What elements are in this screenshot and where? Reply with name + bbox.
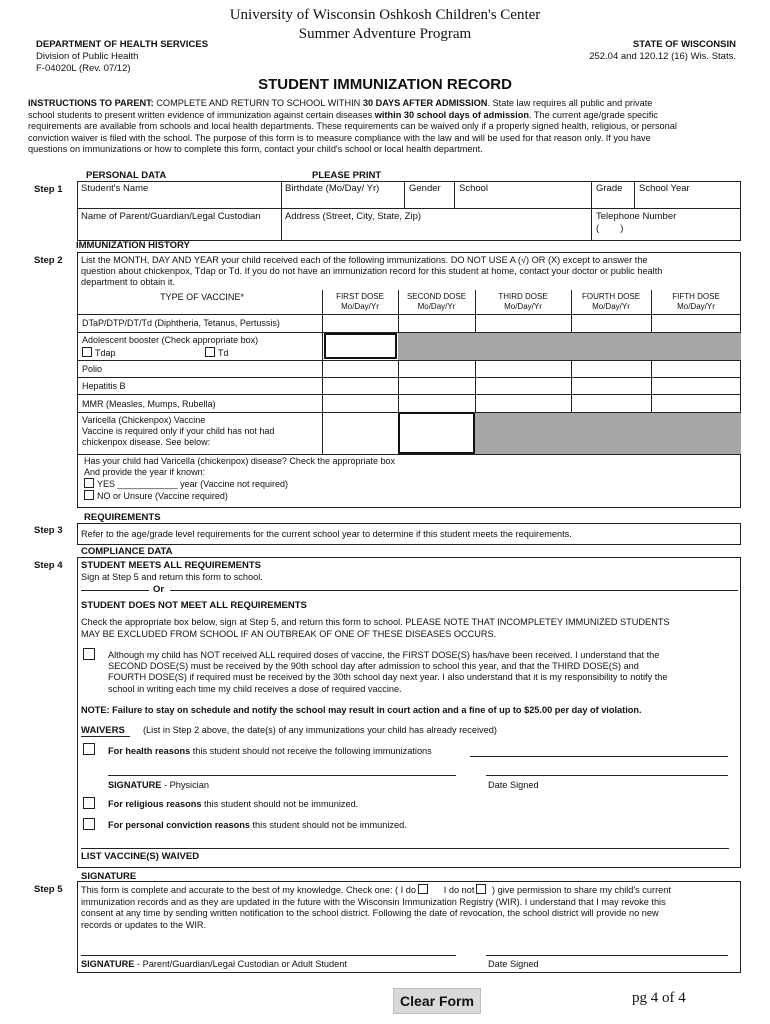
step-3-label: Step 3 — [34, 525, 63, 536]
consent-line-1 — [81, 884, 739, 897]
state-name: STATE OF WISCONSIN — [632, 39, 736, 50]
health-reasons-rest: this student should not receive the following immunizations — [190, 746, 432, 756]
instructions-l2c: . The current age/grade specific — [528, 109, 658, 120]
waivers-heading: WAIVERS — [81, 725, 125, 736]
physician-date-field[interactable] — [486, 775, 728, 776]
col-first-dose — [322, 292, 398, 312]
religious-reasons-text — [108, 799, 358, 809]
form-title: STUDENT IMMUNIZATION RECORD — [258, 76, 512, 93]
program-title-line1: University of Wisconsin Oshkosh Children's Center — [229, 7, 541, 23]
health-reasons-bold: For health reasons — [108, 746, 191, 756]
instructions — [28, 98, 748, 156]
td-label: Td — [218, 348, 229, 358]
physician-sig-rest: - Physician — [161, 780, 209, 790]
chickenpox-no-label: NO or Unsure (Vaccine required) — [97, 491, 228, 501]
personal-conviction-checkbox[interactable] — [83, 818, 95, 830]
physician-signature-label — [108, 780, 209, 790]
instructions-l2b: within 30 school days of admission — [374, 109, 529, 120]
not-meet-requirements: STUDENT DOES NOT MEET ALL REQUIREMENTS — [81, 600, 307, 611]
chickenpox-yes-label: YES — [97, 479, 116, 489]
adolescent-first-dose-box[interactable] — [324, 333, 397, 359]
physician-signature-field[interactable] — [108, 775, 456, 776]
chickenpox-no-checkbox[interactable] — [84, 490, 94, 500]
fourth-dose-unit: Mo/Day/Yr — [592, 302, 630, 311]
fifth-dose-unit: Mo/Day/Yr — [677, 302, 715, 311]
step-5-label: Step 5 — [34, 884, 63, 895]
or-divider: Or — [153, 584, 165, 595]
although-checkbox[interactable] — [83, 648, 95, 660]
history-intro — [81, 255, 737, 288]
instructions-l1: . State law requires all public and private — [487, 98, 653, 108]
second-dose-label: SECOND DOSE — [406, 292, 467, 301]
chickenpox-yes-checkbox[interactable] — [84, 478, 94, 488]
parent-sig-rest: - Parent/Guardian/Legal Custodian or Adult Student — [134, 959, 347, 969]
col-type-of-vaccine: TYPE OF VACCINE* — [160, 292, 244, 302]
although-line-4: school in writing each time my child receives a dose of required vaccine. — [108, 683, 402, 694]
grade-field[interactable]: Grade — [596, 183, 623, 194]
parent-name-field[interactable]: Name of Parent/Guardian/Legal Custodian — [81, 211, 261, 222]
history-intro-1: List the MONTH, DAY AND YEAR your child received each of the following immunizations. DO NOT USE A (√) OR (X) except to answer the — [81, 255, 648, 265]
health-immunizations-field[interactable] — [470, 756, 728, 757]
birthdate-field[interactable]: Birthdate (Mo/Day/ Yr) — [285, 183, 380, 194]
step-4-label: Step 4 — [34, 560, 63, 571]
please-print: PLEASE PRINT — [312, 170, 382, 181]
consent-line-4: records or updates to the WIR. — [81, 919, 207, 930]
religious-rest: this student should not be immunized. — [201, 799, 359, 809]
tdap-label: Tdap — [95, 348, 116, 358]
meets-sub: Sign at Step 5 and return this form to school. — [81, 572, 263, 582]
history-intro-3: department to obtain it. — [81, 277, 175, 287]
row-mmr: MMR (Measles, Mumps, Rubella) — [82, 399, 216, 409]
personal-data-heading: PERSONAL DATA — [86, 170, 167, 181]
although-line-3: FOURTH DOSE(S) if required must be received by the 30th school day next year. I also understand that it is my responsibility to notify the — [108, 672, 668, 683]
row-polio: Polio — [82, 364, 103, 374]
signature-heading: SIGNATURE — [81, 871, 137, 882]
meets-requirements: STUDENT MEETS ALL REQUIREMENTS — [81, 560, 261, 571]
tdap-option[interactable] — [82, 347, 116, 359]
parent-date-label: Date Signed — [488, 959, 539, 969]
religious-reasons-checkbox[interactable] — [83, 797, 95, 809]
row-adolescent-booster: Adolescent booster (Check appropriate box) — [82, 335, 259, 345]
second-dose-unit: Mo/Day/Yr — [417, 302, 456, 311]
check-instructions — [81, 617, 737, 640]
row-hepatitis-b: Hepatitis B — [82, 381, 126, 391]
physician-sig-bold: SIGNATURE — [108, 780, 162, 790]
chickenpox-q2: And provide the year if known: — [84, 467, 206, 477]
although-line-1: Although my child has NOT received ALL required doses of vaccine, the FIRST DOSE(S) has/have been received. I understand that the — [108, 650, 660, 660]
chickenpox-yes-rest: year (Vaccine not required) — [177, 479, 288, 489]
parent-sig-bold: SIGNATURE — [81, 959, 135, 969]
telephone-paren: ( ) — [596, 223, 624, 234]
address-field[interactable]: Address (Street, City, State, Zip) — [285, 211, 422, 222]
instructions-l4: conviction waiver is filed with the school. The purpose of this form is to measure compliance with the law and will be used for that reason only. If you have — [28, 132, 651, 143]
waivers-sub: (List in Step 2 above, the date(s) of any immunizations your child has already received) — [143, 725, 497, 735]
varicella-line-1: Varicella (Chickenpox) Vaccine — [82, 415, 206, 425]
adolescent-gray-cells — [398, 333, 741, 360]
page-number: pg 4 of 4 — [632, 990, 686, 1006]
col-third-dose — [475, 292, 571, 312]
col-second-dose — [398, 292, 475, 312]
varicella-gray-cells — [475, 413, 741, 454]
first-dose-label: FIRST DOSE — [336, 292, 384, 301]
third-dose-label: THIRD DOSE — [498, 292, 548, 301]
parent-signature-field[interactable] — [81, 955, 456, 956]
personal-rest: this student should not be immunized. — [249, 820, 407, 830]
although-text — [108, 650, 738, 695]
varicella-line-2: Vaccine is required only if your child has not had — [82, 426, 275, 436]
requirements-text: Refer to the age/grade level requirements for the current school year to determine if this student meets the requirements. — [81, 529, 572, 539]
although-line-2: SECOND DOSE(S) must be received by the 90th school day after admission to school this year, and that the THIRD DOSE(S) and — [108, 661, 639, 672]
consent-line-2: immunization records and as they are updated in the future with the Wisconsin Immunization Registry (WIR). I understand that I may revoke this — [81, 896, 666, 907]
row-dtap: DTaP/DTP/DT/Td (Diphtheria, Tetanus, Pertussis) — [82, 318, 280, 328]
gender-field[interactable]: Gender — [409, 183, 441, 194]
department-name: DEPARTMENT OF HEALTH SERVICES — [36, 39, 209, 50]
division-name: Division of Public Health — [36, 51, 139, 62]
school-year-field[interactable]: School Year — [639, 183, 690, 194]
first-dose-unit: Mo/Day/Yr — [341, 302, 379, 311]
instructions-l5: questions on immunizations or how to complete this form, contact your child's school or local health department. — [28, 144, 483, 154]
parent-signature-label — [81, 959, 347, 969]
col-fourth-dose — [571, 292, 651, 312]
physician-date-label: Date Signed — [488, 780, 539, 790]
personal-bold: For personal conviction reasons — [108, 820, 250, 830]
fifth-dose-label: FIFTH DOSE — [672, 292, 720, 301]
fourth-dose-label: FOURTH DOSE — [581, 292, 641, 301]
immunization-history-heading: IMMUNIZATION HISTORY — [76, 240, 190, 251]
check-line-1: Check the appropriate box below, sign at Step 5, and return this form to school. PLEASE NOTE THAT INCOMPLETEY IMMUNIZED STUDENTS — [81, 617, 670, 627]
i-do-not-label: I do not — [443, 885, 475, 895]
form-number: F-04020L (Rev. 07/12) — [36, 63, 131, 74]
step-1-label: Step 1 — [34, 184, 63, 195]
tdap-checkbox[interactable] — [82, 347, 92, 357]
chickenpox-yes-option[interactable] — [84, 478, 395, 490]
varicella-line-3: chickenpox disease. See below: — [82, 437, 211, 447]
parent-date-field[interactable] — [486, 955, 728, 956]
instructions-l3: requirements are available from schools and local health departments. These requirements can be waived only if a properly signed health, religious, or personal — [28, 121, 677, 131]
col-fifth-dose — [651, 292, 741, 312]
td-option[interactable] — [205, 347, 229, 359]
step-2-label: Step 2 — [34, 255, 63, 266]
varicella-second-dose-box[interactable] — [398, 412, 475, 454]
chickenpox-no-option[interactable] — [84, 490, 395, 502]
note-text: NOTE: Failure to stay on schedule and notify the school may result in court action and a fine of up to $25.00 per day of violation. — [81, 705, 642, 715]
chickenpox-q1: Has your child had Varicella (chickenpox) disease? Check the appropriate box — [84, 456, 396, 466]
list-vaccine-waived-label: LIST VACCINE(S) WAIVED — [81, 851, 200, 862]
instructions-lead: COMPLETE AND RETURN TO SCHOOL WITHIN — [153, 98, 363, 108]
row-varicella — [82, 415, 274, 448]
signature-consent — [81, 884, 739, 931]
school-field[interactable]: School — [459, 183, 489, 194]
consent-1c: ) give permission to share my child's current — [489, 885, 671, 895]
chickenpox-year-field[interactable]: ____________ — [117, 479, 178, 489]
check-line-2: MAY BE EXCLUDED FROM SCHOOL IF AN OUTBREAK OF ONE OF THESE DISEASES OCCURS. — [81, 628, 497, 639]
td-checkbox[interactable] — [205, 347, 215, 357]
history-intro-2: question about chickenpox, Tdap or Td. If you do not have an immunization record for this student at home, contact your doctor or public health — [81, 266, 663, 276]
clear-form-button[interactable]: Clear Form — [393, 988, 481, 1014]
personal-conviction-text — [108, 820, 407, 830]
i-do-not-checkbox[interactable] — [476, 884, 486, 894]
consent-1a: This form is complete and accurate to the best of my knowledge. Check one: ( I do — [81, 885, 416, 895]
consent-line-3: consent at any time by sending written notification to the school district. Following the date of revocation, the school district will provide no new — [81, 908, 659, 918]
program-title-line2: Summer Adventure Program — [298, 26, 472, 42]
i-do-checkbox[interactable] — [418, 884, 428, 894]
instructions-label: INSTRUCTIONS TO PARENT: — [28, 98, 154, 108]
student-name-field[interactable]: Student's Name — [81, 183, 149, 194]
religious-bold: For religious reasons — [108, 799, 202, 809]
instructions-days: 30 DAYS AFTER ADMISSION — [362, 98, 488, 108]
telephone-field[interactable]: Telephone Number — [596, 211, 677, 222]
requirements-heading: REQUIREMENTS — [84, 512, 161, 523]
statute-ref: 252.04 and 120.12 (16) Wis. Stats. — [589, 51, 736, 62]
list-vaccine-waived-field[interactable] — [81, 848, 729, 849]
compliance-heading: COMPLIANCE DATA — [81, 546, 173, 557]
health-reasons-checkbox[interactable] — [83, 743, 95, 755]
chickenpox-question — [84, 456, 395, 502]
health-reasons-text — [108, 746, 432, 756]
instructions-l2a: school students to present written evidence of immunization against certain diseases — [28, 109, 375, 120]
third-dose-unit: Mo/Day/Yr — [504, 302, 542, 311]
